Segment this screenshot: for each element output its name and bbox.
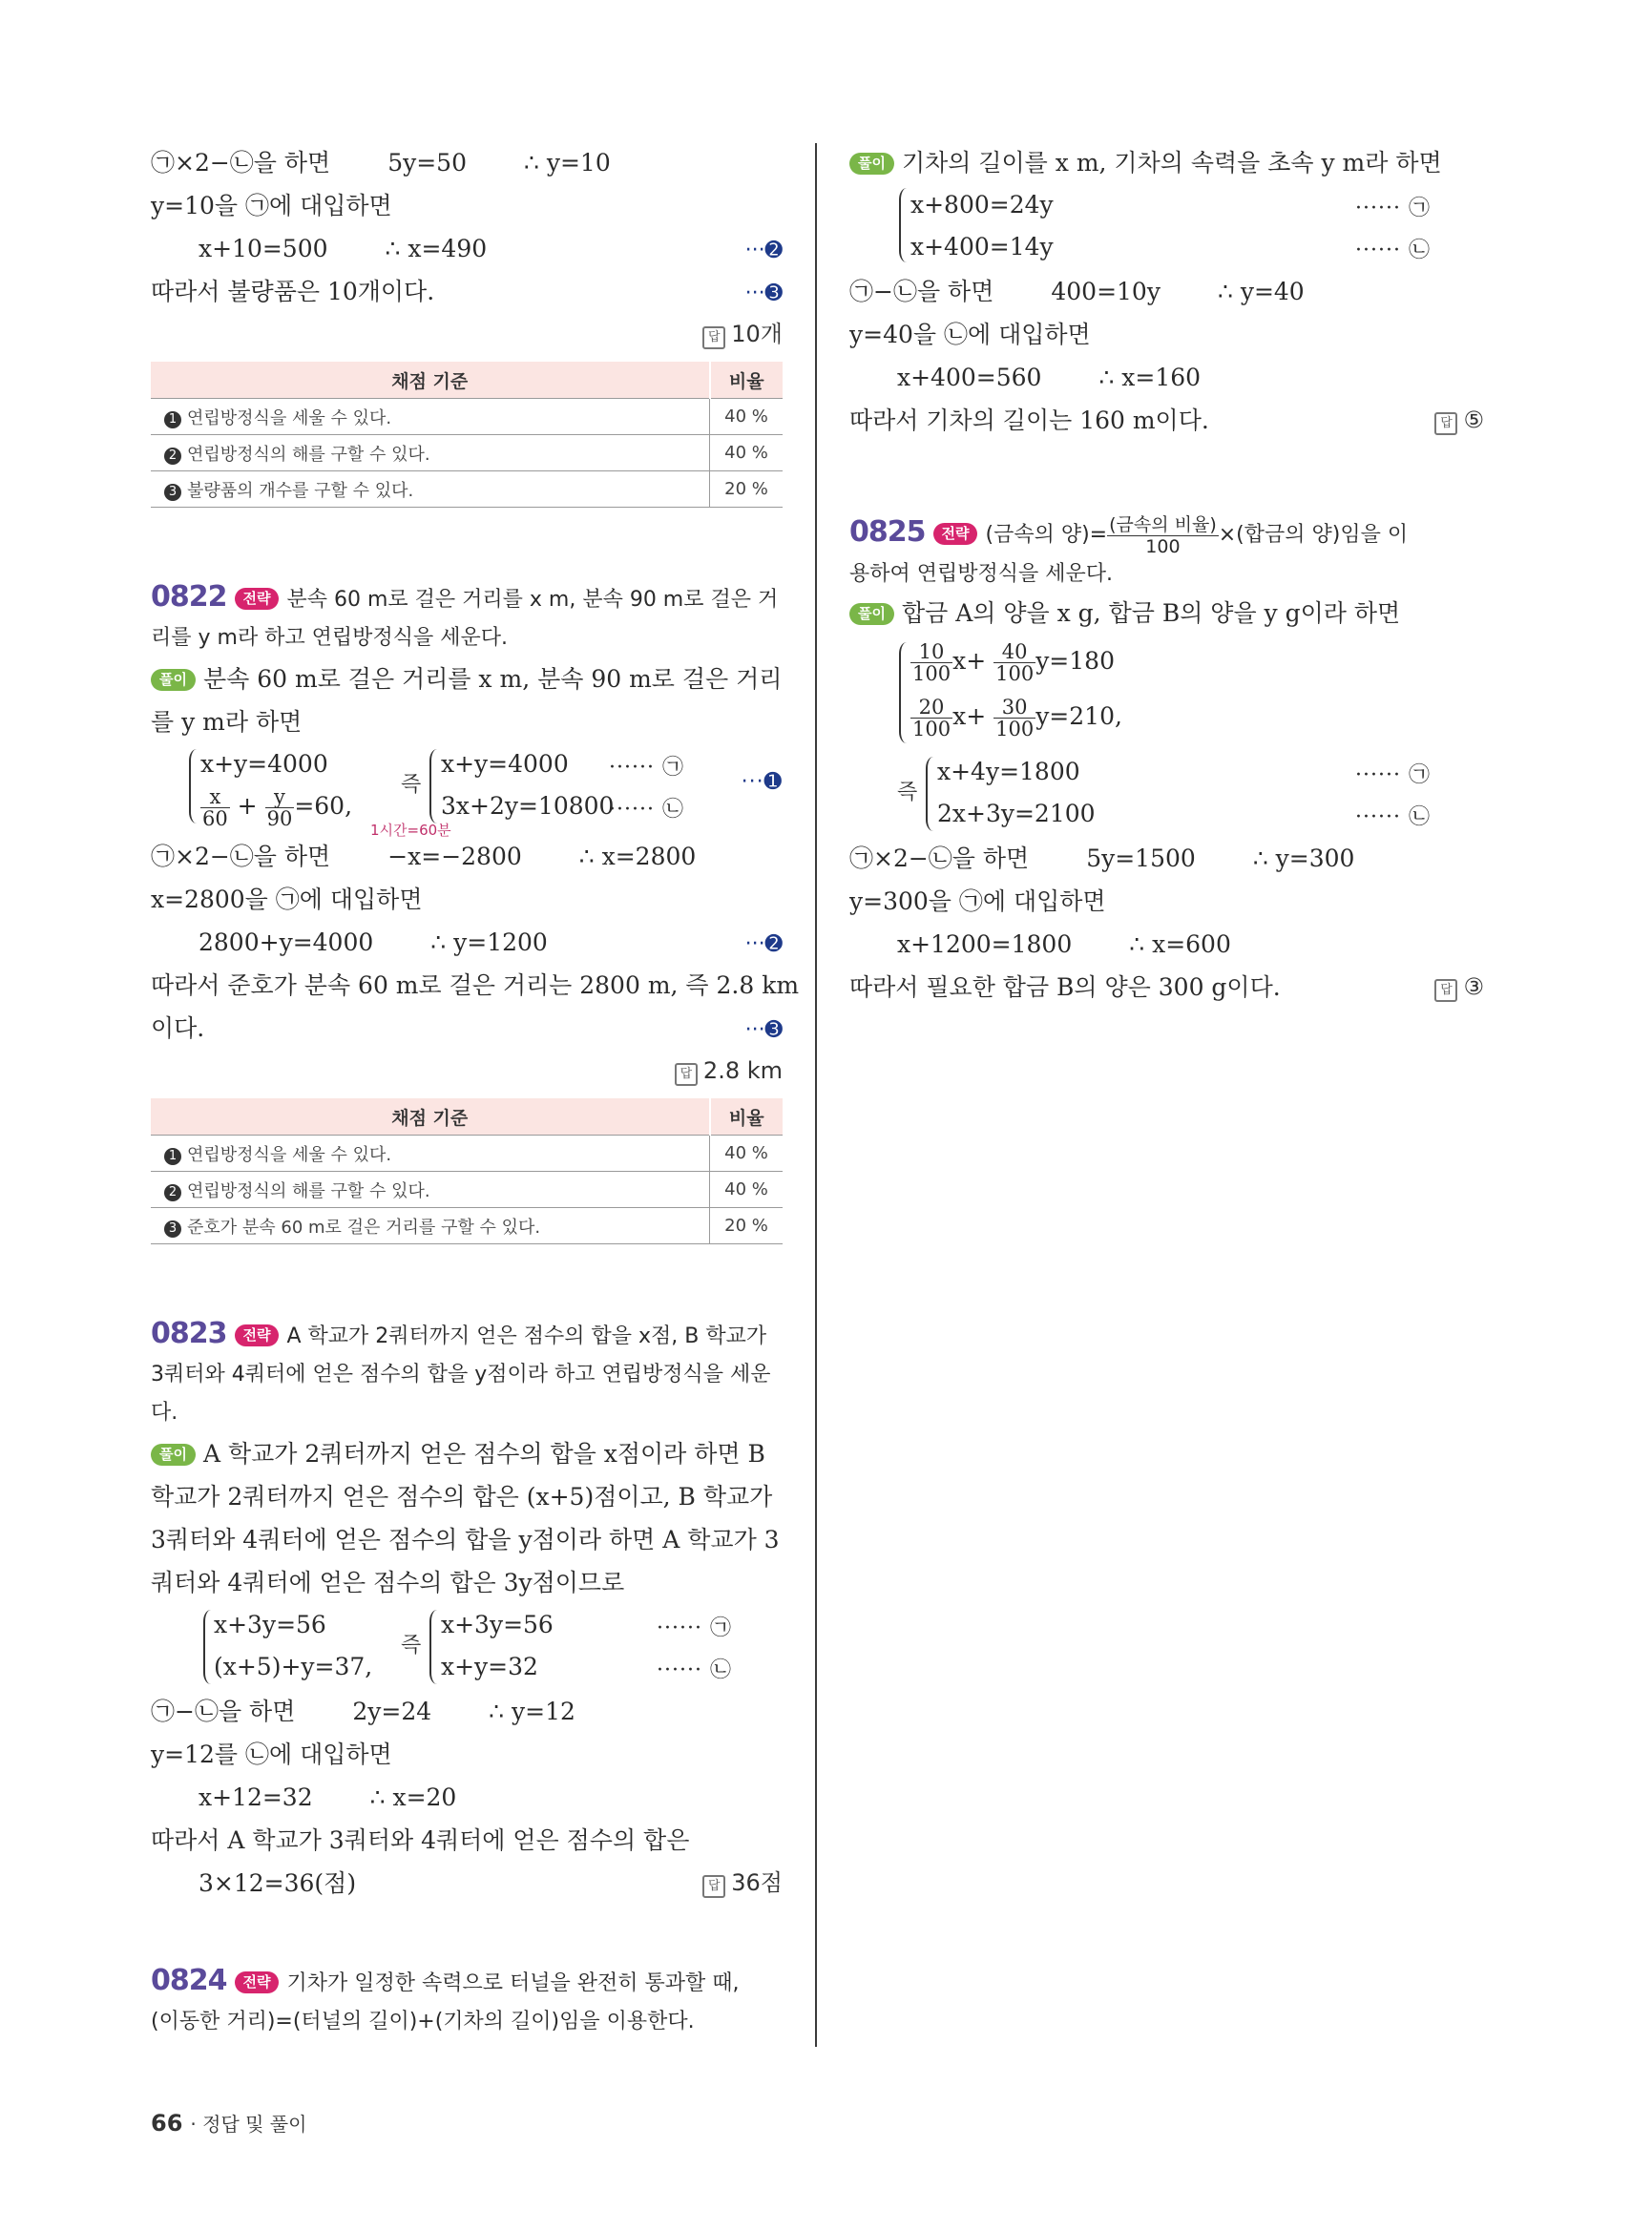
equation: 2x+3y=2100 <box>937 800 1096 827</box>
criterion: 연립방정식을 세울 수 있다. <box>187 1144 392 1165</box>
brace <box>203 1610 213 1684</box>
jeuk-label: 즉 <box>401 1634 422 1658</box>
equation: 5y=1500 <box>1086 844 1196 872</box>
solution-text: 합금 A의 양을 x g, 합금 B의 양을 y g이라 하면 <box>901 599 1401 627</box>
step-text: y=12를 ㉡에 대입하면 <box>151 1741 392 1768</box>
label-b: ······ ㉡ <box>609 798 684 822</box>
problem-number: 0823 <box>151 1317 227 1350</box>
annotation-note: 1시간=60분 <box>370 822 451 839</box>
answer-value: 2.8 km <box>702 1057 783 1084</box>
text-line <box>151 141 783 184</box>
conclusion: 따라서 A 학교가 3쿼터와 4쿼터에 얻은 점수의 합은 <box>151 1826 690 1854</box>
strategy-text: 기차가 일정한 속력으로 터널을 완전히 통과할 때, <box>286 1971 740 1995</box>
text-line <box>849 880 1484 923</box>
strategy-text: 용하여 연립방정식을 세운다. <box>849 562 1114 586</box>
table-header-ratio: 비율 <box>710 1098 784 1136</box>
answer-value: 10개 <box>731 321 783 347</box>
step-text: ㉠−㉡을 하면 <box>151 1698 296 1725</box>
step-number: 1 <box>164 411 181 428</box>
label-b: ······ ㉡ <box>1355 239 1431 262</box>
text-line <box>151 1819 783 1862</box>
strategy-text: A 학교가 2쿼터까지 얻은 점수의 합을 x점, B 학교가 <box>286 1324 767 1348</box>
solution-tag: 풀이 <box>849 153 894 175</box>
equation: x+10=500 <box>199 235 328 262</box>
equation: ∴ y=40 <box>1217 278 1305 305</box>
equation: ∴ x=160 <box>1098 364 1202 391</box>
problem-0824-strategy <box>151 1962 783 2041</box>
scoring-table <box>151 362 783 508</box>
solution-tag: 풀이 <box>151 1444 196 1466</box>
fraction: $\frac{40}{100}$ <box>995 640 1035 685</box>
problem-number: 0822 <box>151 580 227 614</box>
equation: x+400=14y <box>910 233 1054 261</box>
text-line <box>849 923 1484 966</box>
conclusion: 따라서 필요한 합금 B의 양은 300 g이다. <box>849 973 1281 1001</box>
text-line <box>151 1518 783 1561</box>
solution-intro <box>151 657 783 743</box>
right-column <box>849 141 1484 1009</box>
step-marker: ···➌ <box>744 1018 783 1042</box>
equation: ∴ x=20 <box>369 1783 457 1811</box>
equation: y=210 <box>1035 702 1115 730</box>
text-line <box>151 1862 783 1905</box>
table-row <box>151 1172 783 1208</box>
equation: x+3y=56 <box>441 1611 554 1638</box>
strategy-text: 다. <box>151 1401 178 1425</box>
criterion: 준호가 분속 60 m로 걸은 거리를 구할 수 있다. <box>187 1217 541 1238</box>
conclusion: 따라서 준호가 분속 60 m로 걸은 거리는 2800 m, 즉 2.8 km <box>151 971 800 999</box>
table-row <box>151 1136 783 1172</box>
scoring-table <box>151 1098 783 1244</box>
solution-tag: 풀이 <box>151 669 196 691</box>
text-line <box>151 1432 783 1475</box>
answer-icon: 답 <box>1434 412 1457 435</box>
table-header-criteria: 채점 기준 <box>151 362 710 399</box>
step-text: ㉠×2−㉡을 하면 <box>849 844 1030 872</box>
text-line <box>151 1007 783 1050</box>
separator: · <box>190 2113 197 2136</box>
step-marker: ···➊ <box>741 770 783 794</box>
brace <box>899 188 909 262</box>
answer-line <box>151 1050 783 1093</box>
equation: 5y=50 <box>387 149 467 177</box>
problem-0822-strategy <box>151 578 783 657</box>
equation: x+12=32 <box>199 1783 313 1811</box>
text-line <box>849 313 1484 356</box>
solution-text: 분속 60 m로 걸은 거리를 x m, 분속 90 m로 걸은 거리를 y m라 하면 <box>151 665 783 736</box>
table-header-ratio: 비율 <box>710 362 784 399</box>
fraction: $\frac{20}{100}$ <box>912 696 951 740</box>
equation: ∴ y=10 <box>524 149 611 177</box>
problem-0823-strategy <box>151 1315 783 1432</box>
text-line <box>849 141 1484 184</box>
equation: y=180 <box>1035 647 1115 675</box>
answer-icon: 답 <box>1434 979 1457 1002</box>
step-number: 2 <box>164 1184 181 1201</box>
solution-tag: 풀이 <box>849 603 894 625</box>
text-line <box>151 270 783 313</box>
equation: ∴ y=300 <box>1252 844 1355 872</box>
strategy-text: ×(합금의 양)임을 이 <box>1218 523 1409 547</box>
brace <box>899 642 909 743</box>
text-line <box>151 1776 783 1819</box>
equation: =60 <box>294 792 345 820</box>
conclusion: 따라서 불량품은 10개이다. <box>151 278 435 305</box>
equation: x+1200=1800 <box>897 930 1073 958</box>
step-marker: ···➋ <box>744 239 783 262</box>
solution-text: A 학교가 2쿼터까지 얻은 점수의 합을 x점이라 하면 B <box>202 1440 765 1468</box>
table-row <box>151 471 783 508</box>
footer-title: 정답 및 풀이 <box>202 2113 307 2136</box>
table-header-criteria: 채점 기준 <box>151 1098 710 1136</box>
equation: x+y=32 <box>441 1653 538 1680</box>
step-text: x=2800을 ㉠에 대입하면 <box>151 886 423 913</box>
label-a: ······ ㉠ <box>657 1616 732 1640</box>
answer-line <box>151 313 783 356</box>
equation-system <box>849 751 1484 837</box>
answer-icon: 답 <box>675 1063 698 1086</box>
answer-icon: 답 <box>702 326 725 349</box>
label-b: ······ ㉡ <box>1355 805 1431 829</box>
strategy-text: (이동한 거리)=(터널의 길이)+(기차의 길이)임을 이용한다. <box>151 2010 695 2033</box>
step-text: ㉠×2−㉡을 하면 <box>151 149 331 177</box>
ratio: 40 % <box>710 1136 784 1172</box>
equation: x+3y=56 <box>214 1611 326 1638</box>
fraction: $\frac{\text{(금속의 비율)}}{100}$ <box>1109 513 1217 557</box>
table-row <box>151 1208 783 1244</box>
problem-0825-strategy <box>849 511 1484 592</box>
brace <box>429 749 439 824</box>
text-line <box>151 184 783 227</box>
text-line <box>849 270 1484 313</box>
table-row <box>151 435 783 471</box>
equation-system <box>849 184 1484 270</box>
step-text: ㉠×2−㉡을 하면 <box>151 843 331 870</box>
step-text: y=40을 ㉡에 대입하면 <box>849 321 1091 348</box>
equation-system: x+3y=56 (x+5)+y=37, 즉 x+3y=56 x+y=32 ······ ㉠ ······ ㉡ <box>151 1604 783 1690</box>
ratio: 20 % <box>710 1208 784 1244</box>
ratio: 40 % <box>710 435 784 471</box>
equation: 2800+y=4000 <box>199 928 374 956</box>
equation: (x+5)+y=37 <box>214 1653 366 1680</box>
equation: x+4y=1800 <box>937 758 1080 785</box>
left-column <box>151 141 800 2041</box>
strategy-tag: 전략 <box>235 1324 280 1346</box>
strategy-tag: 전략 <box>933 523 978 545</box>
brace <box>189 749 199 824</box>
criterion: 연립방정식의 해를 구할 수 있다. <box>187 444 430 465</box>
problem-number: 0824 <box>151 1964 227 1997</box>
jeuk-label: 즉 <box>401 773 422 797</box>
page-number: 66 <box>151 2110 183 2137</box>
text-line <box>849 966 1484 1009</box>
step-number: 3 <box>164 484 181 501</box>
text-line <box>151 835 783 878</box>
label-b: ······ ㉡ <box>657 1658 732 1682</box>
equation: x+y=4000 <box>200 750 328 778</box>
step-number: 1 <box>164 1148 181 1165</box>
text-line <box>151 1475 783 1518</box>
solution-text: 기차의 길이를 x m, 기차의 속력을 초속 y m라 하면 <box>901 149 1442 177</box>
conclusion: 따라서 기차의 길이는 160 m이다. <box>849 407 1209 434</box>
equation: 400=10y <box>1051 278 1161 305</box>
fraction: $\frac{y}{90}$ <box>266 785 293 830</box>
equation: ∴ x=2800 <box>578 843 697 870</box>
equation-system: $\frac{10}{100}$ x+ $\frac{40}{100}$ y=180 $\frac{20}{100}$ x+ $\frac{30}{100}$ y=210, <box>849 635 1484 751</box>
brace <box>926 757 935 831</box>
text-line <box>151 1690 783 1733</box>
solution-text: 쿼터와 4쿼터에 얻은 점수의 합은 3y점이므로 <box>151 1569 625 1596</box>
equation: ∴ y=1200 <box>430 928 548 956</box>
answer-value: ③ <box>1463 973 1484 1000</box>
text-line <box>849 356 1484 399</box>
equation: −x=−2800 <box>387 843 522 870</box>
criterion: 연립방정식을 세울 수 있다. <box>187 407 392 428</box>
fraction: $\frac{x}{60}$ <box>202 785 228 830</box>
ratio: 20 % <box>710 471 784 508</box>
label-a: ······ ㉠ <box>609 756 684 780</box>
step-marker: ···➋ <box>744 932 783 956</box>
label-a: ······ ㉠ <box>1355 763 1431 787</box>
step-text: y=10을 ㉠에 대입하면 <box>151 192 392 219</box>
step-text: ㉠−㉡을 하면 <box>849 278 994 305</box>
equation: x+400=560 <box>897 364 1042 391</box>
step-number: 3 <box>164 1220 181 1238</box>
label-a: ······ ㉠ <box>1355 197 1431 220</box>
text-line <box>151 921 783 964</box>
ratio: 40 % <box>710 399 784 435</box>
text-line <box>151 1561 783 1604</box>
answer-icon: 답 <box>702 1875 725 1898</box>
text-line <box>849 399 1484 442</box>
criterion: 불량품의 개수를 구할 수 있다. <box>187 480 414 501</box>
step-text: y=300을 ㉠에 대입하면 <box>849 887 1106 915</box>
answer-value: 36점 <box>731 1869 783 1896</box>
equation: x+800=24y <box>910 191 1054 219</box>
brace <box>429 1610 439 1684</box>
strategy-text: (금속의 양)= <box>985 523 1108 547</box>
fraction: $\frac{10}{100}$ <box>912 640 951 685</box>
table-row <box>151 399 783 435</box>
text-line <box>151 964 800 1007</box>
strategy-tag: 전략 <box>235 1971 280 1993</box>
equation: 2y=24 <box>352 1698 432 1725</box>
equation: x+y=4000 <box>441 750 569 778</box>
equation: ∴ y=12 <box>489 1698 575 1725</box>
equation: ∴ x=490 <box>385 235 488 262</box>
ratio: 40 % <box>710 1172 784 1208</box>
step-number: 2 <box>164 448 181 465</box>
jeuk-label: 즉 <box>897 781 918 804</box>
equation: 3×12=36(점) <box>199 1869 357 1897</box>
equation: ∴ x=600 <box>1129 930 1231 958</box>
answer-value: ⑤ <box>1463 407 1484 433</box>
text-line <box>849 837 1484 880</box>
solution-text: 3쿼터와 4쿼터에 얻은 점수의 합을 y점이라 하면 A 학교가 3 <box>151 1526 780 1553</box>
fraction: $\frac{30}{100}$ <box>995 696 1035 740</box>
text-line <box>151 1733 783 1776</box>
text-line <box>151 878 783 921</box>
criterion: 연립방정식의 해를 구할 수 있다. <box>187 1180 430 1201</box>
equation: 3x+2y=10800 <box>441 792 615 820</box>
page-footer <box>151 2109 306 2137</box>
equation-system: x+y=4000 $\frac{x}{60}$ + $\frac{y}{90}$ =60, 즉 x+y=4000 3x+2y=10800 ······ ㉠ ······ ㉡ ···➊ 1시간=60분 <box>151 743 783 835</box>
strategy-text: 분속 60 m로 걸은 거리를 x m, 분속 90 m로 걸은 거리를 y m라 하고 연립방정식을 세운다. <box>151 588 779 650</box>
column-divider <box>815 143 817 2047</box>
conclusion: 이다. <box>151 1014 205 1042</box>
strategy-tag: 전략 <box>235 588 280 610</box>
text-line <box>151 227 783 270</box>
problem-number: 0825 <box>849 515 926 549</box>
step-marker: ···➌ <box>744 281 783 305</box>
text-line <box>849 592 1484 635</box>
solution-text: 학교가 2쿼터까지 얻은 점수의 합은 (x+5)점이고, B 학교가 <box>151 1483 773 1511</box>
strategy-text: 3쿼터와 4쿼터에 얻은 점수의 합을 y점이라 하고 연립방정식을 세운 <box>151 1363 771 1387</box>
